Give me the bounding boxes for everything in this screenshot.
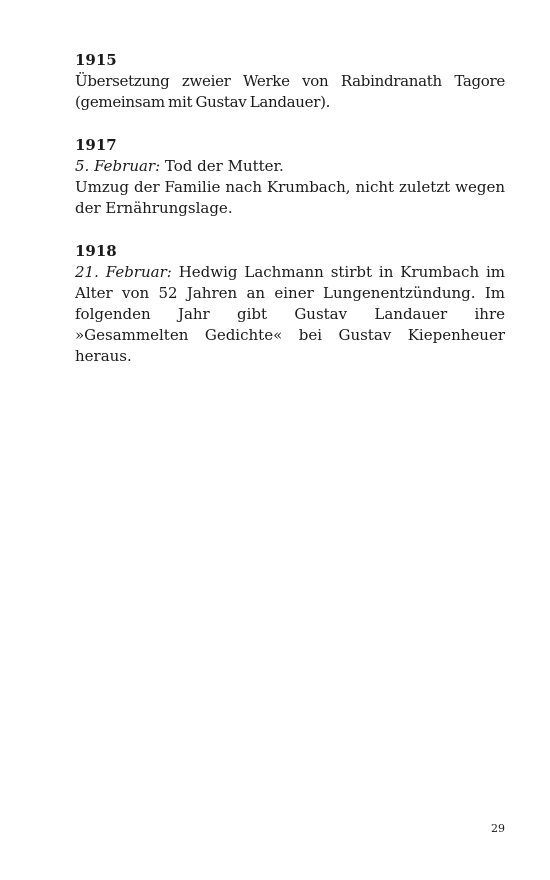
entry-text: Hedwig Lachmann stirbt in Krumbach im Alter von 52 Jahren an einer Lungenentzündung. Im folgenden Jahr gibt Gustav Landauer ihre »Gesammelten Gedichte« bei Gustav Kiepenheuer heraus. <box>75 263 506 365</box>
entry-paragraph: Übersetzung zweier Werke von Rabindranath Tagore (gemeinsam mit Gustav Landauer). <box>75 72 505 111</box>
entry-paragraph <box>75 156 505 177</box>
chronology-page <box>75 50 505 389</box>
chronology-entry-1917 <box>75 135 505 219</box>
page-number: 29 <box>491 822 505 835</box>
entry-paragraph: Umzug der Familie nach Krumbach, nicht zuletzt wegen der Ernährungslage. <box>75 178 505 217</box>
entry-text: Tod der Mutter. <box>160 157 284 175</box>
entry-paragraph <box>75 262 505 367</box>
entry-year: 1917 <box>75 136 117 154</box>
entry-date: 5. Februar: <box>75 157 161 175</box>
chronology-entry-1915 <box>75 50 505 113</box>
entry-date: 21. Februar: <box>75 263 172 281</box>
chronology-entry-1918 <box>75 241 505 367</box>
entry-year: 1915 <box>75 51 117 69</box>
entry-year: 1918 <box>75 242 117 260</box>
